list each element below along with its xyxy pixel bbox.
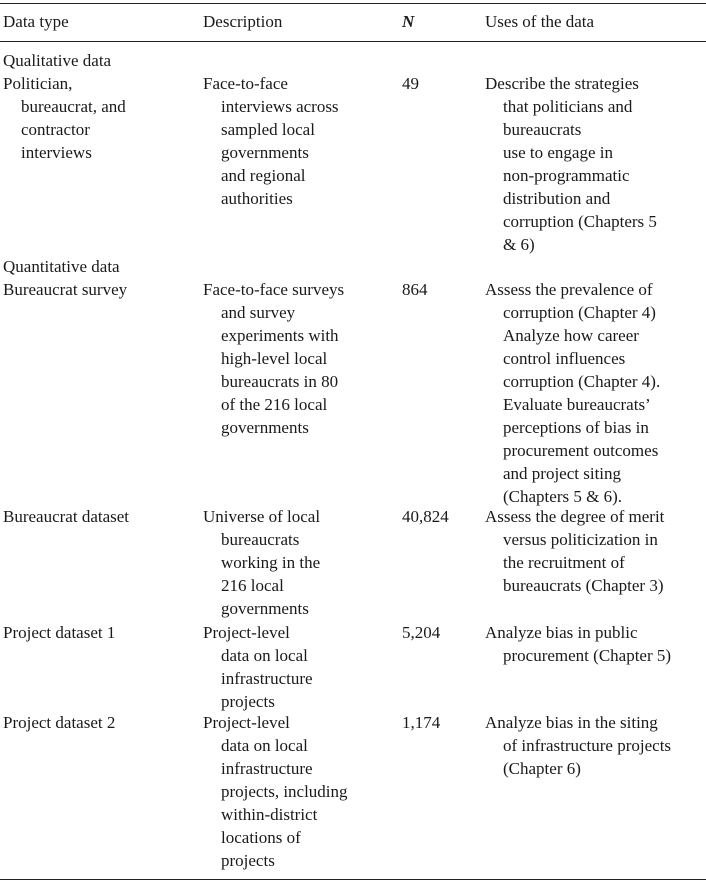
uses-line: distribution and	[503, 189, 611, 208]
header-description: Description	[203, 12, 283, 31]
description-line: projects, including	[221, 782, 348, 801]
n-value: 1,174	[402, 713, 441, 732]
uses-line: (Chapter 6)	[503, 759, 581, 778]
n-value: 40,824	[402, 507, 449, 526]
row-1-description	[203, 278, 344, 439]
row-4-description	[203, 711, 348, 872]
row-1-uses	[485, 278, 660, 508]
description-line: infrastructure	[221, 759, 313, 778]
uses-line: the recruitment of	[503, 553, 625, 572]
row-4-uses	[485, 711, 671, 780]
description-line: interviews across	[221, 97, 339, 116]
description-line: governments	[221, 599, 309, 618]
uses-line: corruption (Chapters 5	[503, 212, 657, 231]
row-1-type	[3, 278, 127, 301]
uses-line: bureaucrats (Chapter 3)	[503, 576, 664, 595]
description-line: governments	[221, 143, 309, 162]
uses-line: perceptions of bias in	[503, 418, 649, 437]
uses-line: Analyze bias in public	[485, 623, 638, 642]
type-line: Project dataset 2	[3, 713, 116, 732]
type-line: Politician,	[3, 74, 73, 93]
description-line: and survey	[221, 303, 296, 322]
uses-line: procurement (Chapter 5)	[503, 646, 672, 665]
description-line: within-district	[221, 805, 318, 824]
row-4-type	[3, 711, 115, 734]
description-line: 216 local	[221, 576, 284, 595]
section-qualitative: Qualitative data	[3, 51, 112, 70]
uses-line: Evaluate bureaucrats’	[503, 395, 651, 414]
type-line: Bureaucrat survey	[3, 280, 128, 299]
uses-line: and project siting	[503, 464, 622, 483]
header-uses: Uses of the data	[485, 12, 595, 31]
row-3-n	[402, 621, 440, 644]
uses-line: non-programmatic	[503, 166, 630, 185]
uses-line: (Chapters 5 & 6).	[503, 487, 622, 506]
top-rule	[0, 3, 706, 4]
row-3-type	[3, 621, 115, 644]
type-line: interviews	[21, 143, 92, 162]
uses-line: Analyze bias in the siting	[485, 713, 658, 732]
description-line: bureaucrats	[221, 530, 300, 549]
section-quantitative: Quantitative data	[3, 257, 120, 276]
type-line: Bureaucrat dataset	[3, 507, 130, 526]
uses-line: Describe the strategies	[485, 74, 639, 93]
uses-line: use to engage in	[503, 143, 613, 162]
uses-line: that politicians and	[503, 97, 633, 116]
description-line: data on local	[221, 736, 308, 755]
n-value: 864	[402, 280, 428, 299]
description-line: bureaucrats in 80	[221, 372, 339, 391]
type-line: bureaucrat, and	[21, 97, 126, 116]
uses-line: procurement outcomes	[503, 441, 659, 460]
row-3-description	[203, 621, 313, 713]
row-2-uses	[485, 505, 664, 597]
uses-line: of infrastructure projects	[503, 736, 672, 755]
description-line: sampled local	[221, 120, 315, 139]
row-3-uses	[485, 621, 671, 667]
row-2-n	[402, 505, 449, 528]
description-line: Universe of local	[203, 507, 321, 526]
description-line: projects	[221, 851, 275, 870]
description-line: authorities	[221, 189, 293, 208]
bottom-rule	[0, 879, 706, 880]
uses-line: corruption (Chapter 4)	[503, 303, 656, 322]
header-n: N	[402, 12, 415, 31]
n-value: 5,204	[402, 623, 441, 642]
description-line: Project-level	[203, 713, 290, 732]
header-data-type: Data type	[3, 12, 69, 31]
uses-line: Assess the degree of merit	[485, 507, 665, 526]
n-value: 49	[402, 74, 419, 93]
row-0-uses	[485, 72, 657, 256]
description-line: projects	[221, 692, 275, 711]
uses-line: versus politicization in	[503, 530, 658, 549]
description-line: high-level local	[221, 349, 328, 368]
description-line: locations of	[221, 828, 301, 847]
description-line: data on local	[221, 646, 308, 665]
description-line: and regional	[221, 166, 306, 185]
row-1-n	[402, 278, 428, 301]
header-rule	[0, 41, 706, 42]
row-2-description	[203, 505, 320, 620]
type-line: Project dataset 1	[3, 623, 116, 642]
description-line: of the 216 local	[221, 395, 328, 414]
row-2-type	[3, 505, 129, 528]
row-0-n	[402, 72, 419, 95]
description-line: experiments with	[221, 326, 339, 345]
uses-line: bureaucrats	[503, 120, 582, 139]
uses-line: corruption (Chapter 4).	[503, 372, 661, 391]
row-0-type	[3, 72, 126, 164]
uses-line: control influences	[503, 349, 626, 368]
description-line: working in the	[221, 553, 321, 572]
row-4-n	[402, 711, 440, 734]
uses-line: Assess the prevalence of	[485, 280, 653, 299]
uses-line: Analyze how career	[503, 326, 639, 345]
type-line: contractor	[21, 120, 90, 139]
row-0-description	[203, 72, 339, 210]
uses-line: & 6)	[503, 235, 535, 254]
description-line: governments	[221, 418, 309, 437]
description-line: Project-level	[203, 623, 290, 642]
description-line: Face-to-face	[203, 74, 288, 93]
description-line: infrastructure	[221, 669, 313, 688]
description-line: Face-to-face surveys	[203, 280, 345, 299]
